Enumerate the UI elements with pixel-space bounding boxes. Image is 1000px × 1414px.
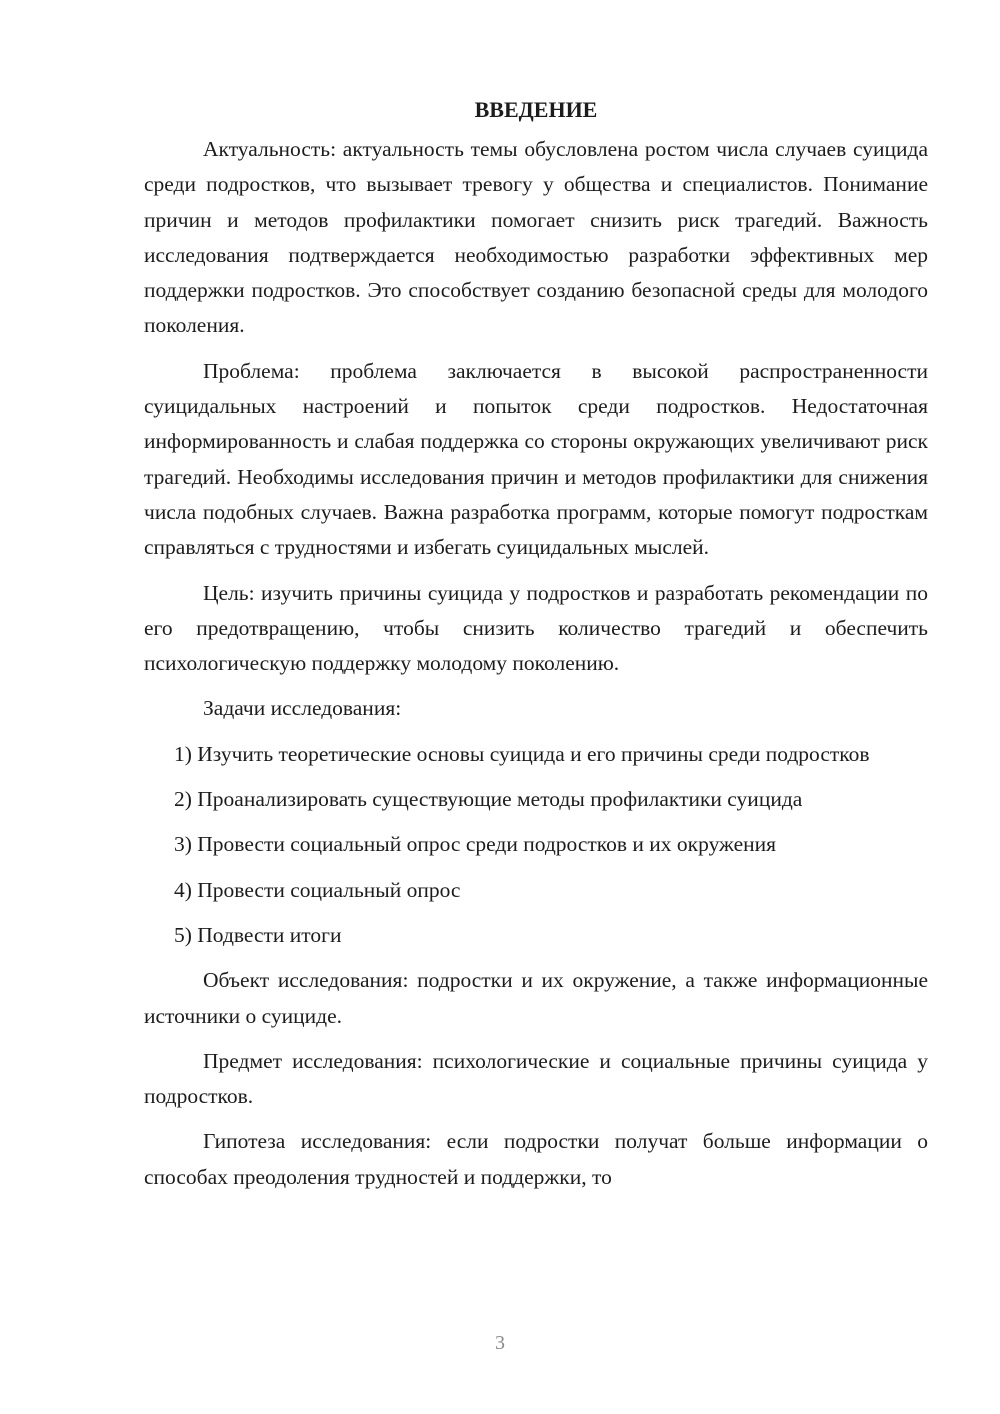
- task-item-3: 3) Провести социальный опрос среди подростков и их окружения: [174, 832, 777, 857]
- task-item-4: 4) Провести социальный опрос: [174, 877, 461, 902]
- problem-paragraph: Проблема: проблема заключается в высокой распространенности суицидальных настроений и попыток среди подростков. Недостаточная информированность и слабая поддержка со стороны окружающих увеличивают риск трагедий. Необходимы исследования причин и методов профилактики для снижения числа подобных случаев. Важна разработка программ, которые помогут подросткам справляться с трудностями и избегать суицидальных мыслей.: [144, 358, 928, 560]
- relevance-paragraph: Актуальность: актуальность темы обусловлена ростом числа случаев суицида среди подростков, что вызывает тревогу у общества и специалистов. Понимание причин и методов профилактики помогает снизить риск трагедий. Важность исследования подтверждается необходимостью разработки эффективных мер поддержки подростков. Это способствует созданию безопасной среды для молодого поколения.: [144, 137, 928, 338]
- task-item-5: 5) Подвести итоги: [174, 922, 342, 947]
- goal-paragraph: Цель: изучить причины суицида у подростков и разработать рекомендации по его предотвращению, чтобы снизить количество трагедий и обеспечить психологическую поддержку молодому поколению.: [144, 580, 928, 676]
- page-number: 3: [495, 1332, 505, 1354]
- section-heading: ВВЕДЕНИЕ: [474, 97, 598, 122]
- subject-paragraph: Предмет исследования: психологические и социальные причины суицида у подростков.: [144, 1048, 928, 1109]
- task-item-1: 1) Изучить теоретические основы суицида и его причины среди подростков: [174, 741, 870, 766]
- tasks-title: Задачи исследования:: [203, 696, 402, 721]
- task-item-2: 2) Проанализировать существующие методы профилактики суицида: [174, 787, 803, 812]
- page-body: [144, 92, 928, 1195]
- object-paragraph: Объект исследования: подростки и их окружение, а также информационные источники о суициде.: [144, 968, 928, 1028]
- hypothesis-paragraph: Гипотеза исследования: если подростки получат больше информации о способах преодоления трудностей и поддержки, то: [144, 1129, 928, 1189]
